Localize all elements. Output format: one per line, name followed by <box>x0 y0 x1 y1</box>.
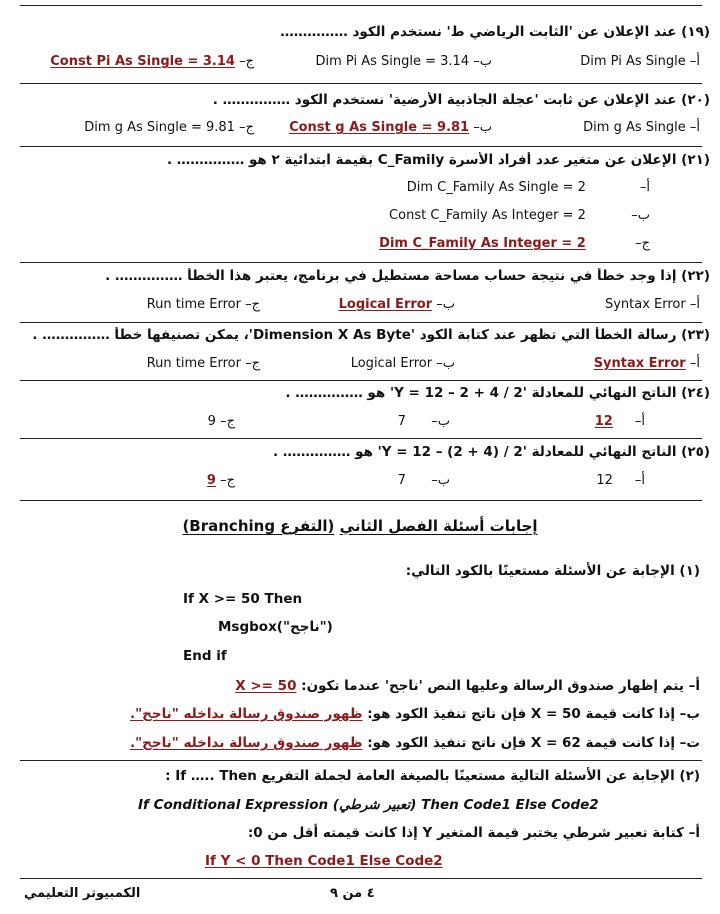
divider <box>20 500 702 501</box>
q21-option-b: ب– Const C_Family As Integer = 2 <box>389 208 650 223</box>
general-form: If Conditional Expression (تعبير شرطي) Then Code1 Else Code2 <box>138 797 599 813</box>
footer-subject: الكمبيوتر التعليمي <box>24 886 141 901</box>
q19-option-c: ج– Const Pi As Single = 3.14 <box>50 54 254 69</box>
question-20: (٢٠) عند الإعلان عن ثابت 'عجلة الجاذبية الأرضية' نستخدم الكود …………… . <box>212 92 710 108</box>
q25-answer: 9 <box>206 473 216 488</box>
s2q1-answer-a: X >= 50 <box>235 678 297 694</box>
q19-option-a: أ– Dim Pi As Single <box>580 54 700 69</box>
q20-option-c: ج– Dim g As Single = 9.81 <box>84 120 254 135</box>
question-24: (٢٤) الناتج النهائي للمعادلة 'Y = 12 – 2 + 4 / 2' هو …………… . <box>285 385 710 401</box>
section-title <box>0 517 720 535</box>
section-title-prefix: إجابات أسئلة الفصل الثاني <box>339 517 538 535</box>
divider <box>20 83 702 84</box>
question-25: (٢٥) الناتج النهائي للمعادلة 'Y = 12 – (2 + 4) / 2' هو …………… . <box>273 444 710 460</box>
q23-option-b: ب– Logical Error <box>350 356 455 371</box>
q25-option-a: أ– 12 <box>596 473 645 488</box>
q19-option-b-text: Dim Pi As Single = 3.14 <box>315 54 470 69</box>
divider <box>20 5 702 6</box>
divider <box>20 438 702 439</box>
q25-option-b: ب– 7 <box>397 473 450 488</box>
q20-option-b: ب– Const g As Single = 9.81 <box>289 120 492 135</box>
q19-answer: Const Pi As Single = 3.14 <box>50 54 235 69</box>
q20-answer: Const g As Single = 9.81 <box>289 120 470 135</box>
question-23: (٢٣) رسالة الخطأ التي تظهر عند كتابة الكود 'Dimension X As Byte'، يمكن تصنيفها خطأ …………… . <box>32 327 710 343</box>
q25-option-c: ج– 9 <box>206 473 235 488</box>
s2q1-answer-c: ظهور صندوق رسالة بداخله "ناجح". <box>129 735 363 751</box>
q21-answer: Dim C_Family As Integer = 2 <box>379 236 586 251</box>
section-title-topic: (التفرع Branching) <box>182 517 335 535</box>
q19-option-a-text: Dim Pi As Single <box>580 54 686 69</box>
s2q1-part-b: ب– إذا كانت قيمة X = 50 فإن ناتج تنفيذ الكود هو: ظهور صندوق رسالة بداخله "ناجح". <box>129 706 700 722</box>
question-21: (٢١) الإعلان عن متغير عدد أفراد الأسرة C_Family بقيمة ابتدائية ٢ هو …………… . <box>166 152 710 168</box>
s2-question-2: (٢) الإجابة عن الأسئلة التالية مستعينًا بالصيغة العامة لجملة التفريع If ….. Then : <box>165 768 700 784</box>
s2q1-part-c: ت– إذا كانت قيمة X = 62 فإن ناتج تنفيذ الكود هو: ظهور صندوق رسالة بداخله "ناجح". <box>129 735 700 751</box>
q24-option-a: أ– 12 <box>594 414 645 429</box>
code-line-1: If X >= 50 Then <box>183 591 303 607</box>
q23-answer: Syntax Error <box>593 356 686 371</box>
s2q1-answer-b: ظهور صندوق رسالة بداخله "ناجح". <box>129 706 363 722</box>
q22-option-a: أ– Syntax Error <box>604 297 700 312</box>
code-line-3: End if <box>183 648 227 664</box>
q21-option-c: ج– Dim C_Family As Integer = 2 <box>379 236 650 251</box>
q24-option-c: ج– 9 <box>207 414 235 429</box>
divider <box>20 146 702 147</box>
question-19: (١٩) عند الإعلان عن 'الثابت الرياضي ط' نستخدم الكود …………… <box>280 24 710 40</box>
divider <box>20 760 702 761</box>
divider <box>20 322 702 323</box>
q22-option-c: ج– Run time Error <box>146 297 260 312</box>
divider <box>20 878 702 879</box>
q24-answer: 12 <box>594 414 613 429</box>
q23-option-a: أ– Syntax Error <box>593 356 700 371</box>
q19-option-b: ب– Dim Pi As Single = 3.14 <box>315 54 492 69</box>
s2q2-answer-a: If Y < 0 Then Code1 Else Code2 <box>205 853 443 869</box>
q23-option-c: ج– Run time Error <box>146 356 260 371</box>
question-22: (٢٢) إذا وجد خطأ في نتيجة حساب مساحة مستطيل في برنامج، يعتبر هذا الخطأ …………… . <box>105 268 710 284</box>
q21-option-a: أ– Dim C_Family As Single = 2 <box>406 180 650 195</box>
s2q1-part-a: أ– يتم إظهار صندوق الرسالة وعليها النص 'ناجح' عندما تكون: X >= 50 <box>235 678 700 694</box>
divider <box>20 380 702 381</box>
code-line-2: Msgbox("ناجح") <box>218 619 333 635</box>
q24-option-b: ب– 7 <box>397 414 450 429</box>
q20-option-a: أ– Dim g As Single <box>583 120 700 135</box>
s2q2-part-a: أ– كتابة تعبير شرطي يختبر قيمة المتغير Y إذا كانت قيمته أقل من 0: <box>247 825 700 841</box>
divider <box>20 262 702 263</box>
q22-option-b: ب– Logical Error <box>338 297 455 312</box>
q22-answer: Logical Error <box>338 297 433 312</box>
s2-question-1: (١) الإجابة عن الأسئلة مستعينًا بالكود التالي: <box>405 563 700 579</box>
footer-page-number: ٤ من ٩ <box>330 886 375 901</box>
